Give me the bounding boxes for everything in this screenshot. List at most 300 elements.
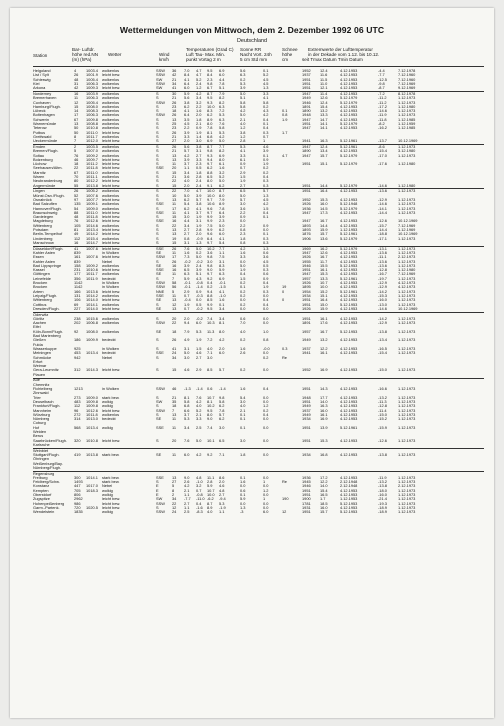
cell-dew: 2.4 [196,178,202,184]
cell-extd2: 1.12.1973 [398,258,416,264]
cell-rr: 0.3 [263,178,269,184]
cell-ext2: -11.2 [378,95,387,101]
cell-alt: 15 [74,103,79,109]
cell-rr: 0.3 [263,288,269,294]
cell-temp: 4.9 [184,337,190,343]
cell-dew: 3.9 [196,192,202,198]
cell-press: 1010.8 [86,125,98,131]
cell-tmin: 8.6 [219,474,225,480]
cell-tmax: 8.5 [207,367,213,373]
cell-tmin: 7.9 [219,90,225,96]
cell-weather: leicht bew. [102,367,121,373]
cell-sun: 5.1 [240,95,246,101]
cell-extd: 2.12.1948 [340,483,358,489]
cell-ext: 14.3 [320,386,328,391]
cell-ext: 12.2 [320,345,328,351]
cell-extd: 4.12.1953 [340,394,358,400]
cell-dew: 0.5 [196,165,202,171]
cell-year: 1890 [302,108,311,114]
cell-wdir: SSE [156,350,164,356]
cell-ext: 17.7 [320,394,328,400]
cell-tmin: 7.5 [219,254,225,260]
cell-extd2: 1.12.1973 [398,479,416,485]
cell-tmax: 9.4 [207,288,213,294]
cell-station: Hannover/Flugh. [33,205,62,211]
cell-rr: 1.9 [263,284,269,290]
cell-temp: 9.4 [184,320,190,326]
cell-alt: 41 [74,245,79,251]
cell-alt: 80 [74,178,79,184]
cell-ext2: -12.9 [378,196,387,202]
cell-ext: 13.3 [320,112,328,118]
cell-wspd: 12 [172,301,177,307]
cell-wdir: S [156,222,159,228]
cell-weather: wolkenlos [102,315,120,321]
cell-tmin: 8.2 [219,148,225,154]
cell-temp: 3.3 [184,133,190,139]
cell-wspd: 13 [172,156,177,162]
cell-rr: 0.1 [263,121,269,126]
cell-wdir: SSW [156,68,165,73]
cell-alt: 839 [74,258,81,264]
cell-ext: 16.0 [320,504,328,510]
cell-wspd: 18 [172,108,177,114]
cell-extd2: 1.12.1973 [398,235,416,241]
cell-press: 1015.6 [86,315,98,321]
cell-ext2: -15.3 [378,292,387,298]
cell-extd: 5.12.1979 [340,205,358,211]
cell-ext: 16.2 [320,245,328,251]
cell-extd: 5.12.1961 [340,143,358,149]
cell-extd2: 1.12.1973 [398,209,416,215]
cell-wspd: 18 [172,403,177,409]
cell-extd2: 1.12.1980 [398,161,416,167]
cell-ext: 10.0 [320,284,328,290]
cell-year: 1957 [302,275,311,281]
cell-wdir: SSE [156,267,164,273]
cell-rr: 1.2 [263,487,269,493]
cell-tmin: 7.7 [219,143,225,149]
cell-wdir: S [156,301,159,307]
cell-year: 1890 [302,148,311,154]
cell-tmin: 5.1 [219,85,225,91]
cell-tmax: 6.4 [207,235,213,241]
cell-ext2: -17.0 [378,152,387,158]
cell-station: Bremen/Flugh. [33,148,59,154]
cell-tmin: 6.3 [219,103,225,109]
cell-press: 1009.7 [86,156,98,162]
cell-extd2: 7.12.1969 [398,271,416,277]
cell-weather: wolkenlos [102,125,120,131]
cell-rr: 0.4 [263,125,269,131]
cell-station: Öhringen [33,456,50,462]
cell-rr: 1 [263,496,266,502]
page-subtitle: Deutschland [237,38,267,44]
cell-year: 1951 [302,386,311,391]
cell-temp: 4.4 [184,218,190,224]
cell-dew: 3.9 [196,267,202,273]
cell-rr: 0.4 [263,116,269,122]
cell-alt: 986 [74,500,81,506]
cell-station: Brocken [33,280,48,285]
cell-ext2: -13.6 [378,258,387,264]
cell-station: Münst.Osn./Flugh. [33,192,65,198]
cell-wspd: 41 [172,345,177,351]
cell-rr: 1.3 [263,192,269,198]
cell-year: 1936 [302,474,311,480]
cell-extd: 4.12.1953 [340,315,358,321]
cell-rr: 0.0 [263,500,269,506]
col-station-header: Station [33,53,48,58]
cell-tmax: 6.9 [207,138,213,144]
cell-ext2: -13.2 [378,394,387,400]
cell-tmax: 8.9 [207,504,213,510]
cell-extd2: 1.12.1973 [398,292,416,298]
cell-ext: 14.4 [320,222,328,228]
cell-sun: 1.8 [240,235,246,241]
cell-year: 1951 [302,76,311,82]
cell-extd: 5.12.1953 [340,509,358,515]
cell-station: Kahler Asten [33,258,56,264]
cell-sun: 4.0 [240,121,246,126]
cell-year: 1931 [302,504,311,510]
cell-tmax: 10.0 [207,192,215,198]
cell-extd: 1.12.1953 [340,496,358,502]
cell-wdir: SSE [156,424,164,430]
cell-wspd: 56 [172,284,177,290]
cell-ext: 16.5 [320,492,328,497]
cell-wspd: 13 [172,196,177,202]
cell-wspd: 21 [172,95,177,101]
cell-weather: wolkenlos [102,328,120,334]
cell-station: Feldberg/Schw. [33,479,60,485]
cell-temp: 2.5 [184,509,190,515]
cell-sun: 0.0 [240,297,246,303]
cell-tmax: 8.0 [207,411,213,417]
cell-wspd: 26 [172,245,177,251]
cell-rr: 0.3 [263,235,269,241]
cell-tmin: -1.5 [219,284,226,290]
cell-sun: 2.8 [240,138,246,144]
cell-snow: 4.7 [282,152,288,158]
cell-year: 1891 [302,320,311,326]
cell-rr: 4.6 [263,143,269,149]
cell-press: 1012.6 [86,407,98,413]
cell-year: 1951 [302,267,311,273]
cell-ext2: -13.4 [378,337,387,343]
cell-wspd: 11 [172,249,177,255]
cell-weather: wolkenlos [102,76,120,82]
cell-ext: 11.6 [320,72,328,78]
cell-press: 1003.5 [86,143,98,149]
cell-alt: 272 [74,411,81,417]
cell-station: Weinbiet [33,447,49,453]
cell-wspd: 30 [172,90,177,96]
cell-weather: wolkenlos [102,301,120,307]
cell-extd2: 1.12.1973 [398,288,416,294]
cell-station: Hof [33,424,40,430]
cell-rr: 0.0 [263,492,269,497]
cell-wdir: SSE [156,245,164,251]
cell-press: 1014.2 [86,292,98,298]
cell-dew: 2.0 [196,112,202,118]
cell-dew: 5.0 [196,254,202,260]
cell-wdir: E [156,483,159,489]
cell-rr: 0.0 [263,367,269,373]
cell-temp: 2.7 [184,231,190,237]
cell-year: 1947 [302,209,311,215]
cell-temp: 4.6 [184,367,190,373]
cell-rr: 0.0 [263,424,269,430]
cell-press: 1014.0 [86,297,98,303]
cell-extd2: 1.12.1973 [398,112,416,118]
cell-alt: 14 [74,108,79,114]
cell-station: Dresden/Flugh. [33,305,60,311]
cell-tmax: 7.4 [207,424,213,430]
cell-extd: 4.12.1953 [340,254,358,260]
cell-alt: 568 [74,424,81,430]
cell-ext2: -15.9 [378,424,387,430]
cell-sun: 0.4 [240,271,246,277]
cell-weather: leicht bew. [102,209,121,215]
cell-weather: wolkenlos [102,95,120,101]
cell-extd2: 1.12.1973 [398,196,416,202]
cell-tmax: 8.8 [207,292,213,298]
cell-wspd: 13 [172,297,177,303]
cell-station: Greifswald [33,133,52,139]
cell-station: List / Sylt [33,72,49,78]
cell-ext2: -13.2 [378,479,387,485]
cell-tmax: 9.7 [207,161,213,167]
cell-sun: 1.2 [240,125,246,131]
cell-tmin: 7.1 [219,451,225,457]
cell-tmax: 9.1 [207,182,213,188]
cell-weather: bedeckt [102,350,116,356]
cell-wspd: 21 [172,133,177,139]
cell-extd: 4.12.1953 [340,196,358,202]
cell-wspd: 34 [172,80,177,86]
cell-station: Waren [33,174,45,179]
cell-temp: 2.0 [184,138,190,144]
cell-press: 1009.8 [86,398,98,404]
cell-ext: 16.4 [320,188,328,194]
cell-sun: 0.2 [240,280,246,285]
cell-sun: 7.0 [240,320,246,326]
cell-extd2: 1.12.1973 [398,394,416,400]
cell-press: 1007.0 [86,148,98,154]
cell-ext2: -17.1 [378,235,387,241]
cell-temp: 5.6 [184,143,190,149]
cell-ext: 11.7 [320,258,328,264]
cell-weather: leicht bew. [102,305,121,311]
cell-tmin: 8.7 [219,188,225,194]
cell-wdir: SSE [156,218,164,224]
cell-weather: leicht bew. [102,161,121,167]
cell-sun: 1.2 [240,133,246,139]
cell-tmax: 9.2 [207,275,213,281]
cell-extd2: 4.12.1973 [398,284,416,290]
cell-ext2: -8.2 [378,121,385,126]
cell-wdir: S [156,188,159,194]
cell-station: Neubrandenburg [33,178,63,184]
cell-tmax: 6.2 [207,112,213,118]
cell-press: 1011.8 [86,411,98,417]
cell-extd: 4.12.1953 [340,188,358,194]
cell-weather: leicht bew. [102,227,121,232]
cell-wdir: SSW [156,407,165,413]
cell-year: 1949 [302,403,311,409]
cell-sun: 0.1 [240,284,246,290]
cell-press: 1009.2 [86,262,98,268]
cell-ext2: -14.6 [378,305,387,311]
col-snow-header: Schnee [282,47,298,52]
cell-tmax: 6.5 [207,174,213,179]
cell-rr: 4.5 [263,80,269,86]
cell-wdir: S [156,178,159,184]
cell-sun: 3.6 [240,205,246,211]
cell-weather: leicht bew. [102,267,121,273]
cell-press: 1013.8 [86,182,98,188]
cell-sun: 3.0 [240,398,246,404]
cell-press: 1005.2 [86,188,98,194]
cell-alt: 54 [74,205,79,211]
cell-dew: -0.2 [196,305,203,311]
cell-sun: 5.7 [240,196,246,202]
cell-tmin: 8.9 [219,201,225,207]
cell-year: 1951 [302,121,311,126]
cell-weather: wolkig [102,487,113,493]
cell-station: Aachen [33,320,47,326]
cell-press: 1006.8 [86,320,98,326]
cell-extd: 5.12.1961 [340,231,358,237]
cell-wdir: S [156,169,159,175]
cell-extd: 5.12.1979 [340,95,358,101]
cell-dew: 5.3 [196,328,202,334]
cell-sun: 0.8 [240,227,246,232]
cell-rr: 0.0 [263,451,269,457]
cell-weather: bedeckt [102,275,116,281]
cell-year: 1951 [302,509,311,515]
cell-tmax: 7.8 [207,125,213,131]
cell-alt: 483 [74,398,81,404]
cell-wspd: 10 [172,192,177,198]
cell-weather: stark bew. [102,479,120,485]
cell-tmax: 2.3 [207,76,213,82]
cell-station: Regensburg [33,470,55,476]
cell-alt: 52 [74,192,79,198]
cell-ext2: -14.6 [378,108,387,114]
cell-tmax: 10.0 [207,188,215,194]
cell-station: Schwerin [33,116,50,122]
cell-dew: 0.9 [196,288,202,294]
cell-weather: wolkenlos [102,201,120,207]
cell-year: 1951 [302,297,311,303]
cell-press: 1011.0 [86,169,98,175]
cell-wspd: 24 [172,509,177,515]
cell-temp: 6.0 [184,451,190,457]
cell-ext: 12.6 [320,95,328,101]
cell-sun: 6.1 [240,156,246,162]
cell-year: 1947 [302,116,311,122]
cell-weather: wolkig [102,398,113,404]
cell-weather: wolkig [102,509,113,515]
cell-alt: 1493 [74,479,83,485]
cell-rr: 0.3 [263,239,269,245]
cell-station: Hamburg/Flugh. [33,103,61,109]
cell-weather: wolkenlos [102,148,120,154]
cell-wspd: 27 [172,479,177,485]
col-snow-header-3: cm [282,57,289,62]
cell-wdir: SSW [156,386,165,391]
cell-ext: 17.2 [320,474,328,480]
cell-ext2: -14.2 [378,288,387,294]
cell-tmax: 8.3 [207,108,213,114]
table-row [10,86,494,90]
col-temp-header-3: punkt Vortag 2 m [186,57,221,62]
cell-year: 1951 [302,487,311,493]
cell-temp: 3.0 [184,214,190,220]
cell-dew: 1.2 [196,85,202,91]
cell-tmax: 3.6 [207,249,213,255]
cell-dew: 1.9 [196,214,202,220]
cell-dew: 5.0 [196,437,202,443]
cell-wspd: 26 [172,258,177,264]
cell-alt: 2962 [74,496,83,502]
cell-tmin: 5.0 [219,138,225,144]
cell-dew: 0.9 [196,125,202,131]
cell-alt: 238 [74,315,81,321]
cell-temp: 3.9 [184,129,190,135]
cell-wspd: 26 [172,112,177,118]
cell-tmin: 1.6 [219,165,225,171]
cell-ext: 16.1 [320,350,328,356]
cell-tmin: 7.8 [219,407,225,413]
cell-wspd: 21 [172,76,177,82]
cell-wspd: 17 [172,254,177,260]
cell-station: Kiel [33,80,40,86]
cell-sun: 0.2 [240,292,246,298]
table-row [10,510,494,514]
cell-extd2: 1.12.1973 [398,367,416,373]
cell-sun: 1.9 [240,267,246,273]
cell-station: Braunschweig [33,209,58,215]
cell-extd: 4.12.1953 [340,68,358,73]
cell-tmax: 9.9 [207,227,213,232]
cell-wspd: 20 [172,437,177,443]
cell-ext2: -11.3 [378,398,387,404]
cell-ext: 14.0 [320,483,328,489]
cell-alt: 720 [74,504,81,510]
cell-dew: 2.5 [196,424,202,430]
cell-weather: leicht bew. [102,500,121,506]
cell-alt: 300 [74,474,81,480]
cell-extd: 4.12.1953 [340,112,358,118]
cell-sun: 6.3 [240,72,246,78]
cell-rr: 0.4 [263,280,269,285]
cell-extd: 5.12.1961 [340,288,358,294]
cell-extd2: 1.12.1973 [398,275,416,281]
cell-ext: 13.2 [320,337,328,343]
cell-wdir: S [156,121,159,126]
cell-alt: 356 [74,275,81,281]
cell-press: 1006.3 [86,95,98,101]
cell-year: 1893 [302,227,311,232]
cell-tmin: -9.4 [219,496,226,502]
cell-tmin: 9.8 [219,394,225,400]
cell-tmin: 4.1 [219,288,225,294]
cell-press: 1014.7 [86,239,98,245]
cell-wdir: SSE [156,474,164,480]
